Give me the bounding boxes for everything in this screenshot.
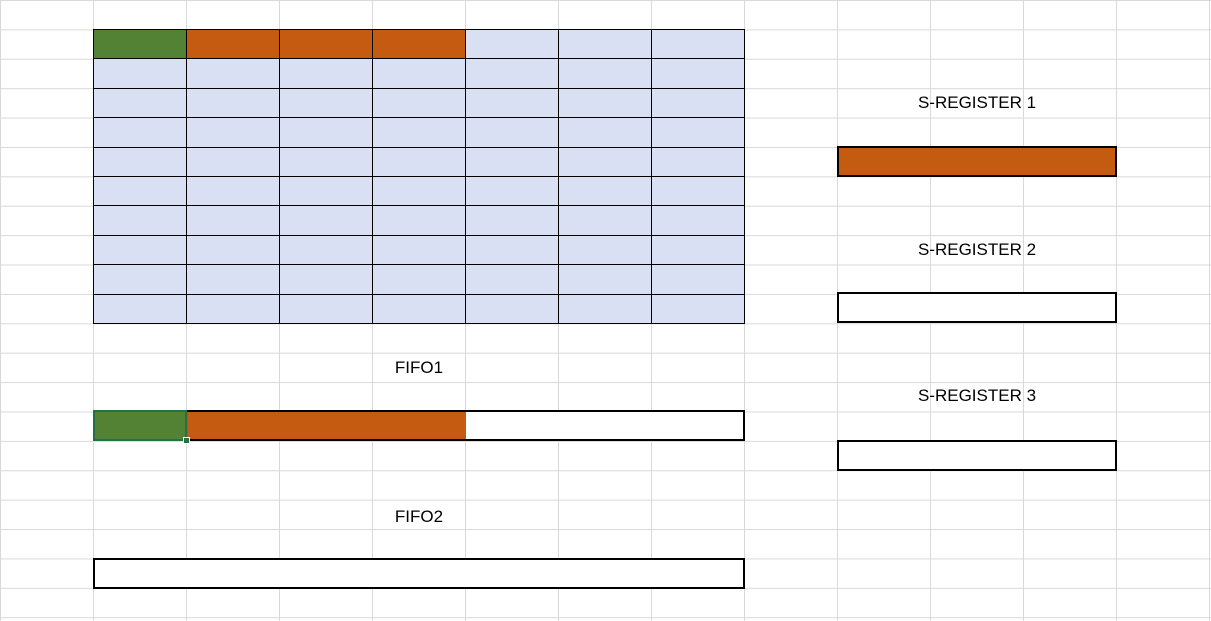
grid-cell[interactable] (94, 89, 187, 118)
grid-cell[interactable] (466, 30, 559, 59)
grid-cell[interactable] (187, 59, 280, 88)
grid-cell[interactable] (559, 118, 652, 147)
grid-cell[interactable] (94, 148, 187, 177)
grid-cell[interactable] (652, 295, 745, 324)
grid-cell[interactable] (280, 59, 373, 88)
grid-cell[interactable] (559, 236, 652, 265)
grid-cell[interactable] (187, 177, 280, 206)
grid-cell[interactable] (652, 265, 745, 294)
grid-cell[interactable] (94, 30, 187, 59)
grid-cell[interactable] (187, 118, 280, 147)
grid-cell[interactable] (280, 30, 373, 59)
s-register-1-label: S-REGISTER 1 (917, 93, 1037, 112)
grid-cell[interactable] (187, 30, 280, 59)
grid-cell[interactable] (466, 206, 559, 235)
grid-cell[interactable] (559, 265, 652, 294)
grid-cell[interactable] (559, 177, 652, 206)
grid-cell[interactable] (559, 59, 652, 88)
grid-cell[interactable] (466, 177, 559, 206)
fifo1-orange-fill (188, 412, 466, 439)
s-register-3-bar (837, 440, 1117, 471)
grid-cell[interactable] (187, 236, 280, 265)
grid-cell[interactable] (187, 206, 280, 235)
grid-cell[interactable] (652, 148, 745, 177)
grid-cell[interactable] (94, 295, 187, 324)
grid-cell[interactable] (652, 236, 745, 265)
grid-cell[interactable] (373, 59, 466, 88)
fill-handle[interactable] (183, 437, 190, 444)
s-register-3-label: S-REGISTER 3 (917, 386, 1037, 405)
fifo1-bar (93, 410, 745, 441)
grid-cell[interactable] (280, 118, 373, 147)
grid-cell[interactable] (652, 206, 745, 235)
grid-cell[interactable] (652, 89, 745, 118)
grid-cell[interactable] (652, 118, 745, 147)
grid-cell[interactable] (466, 295, 559, 324)
grid-cell[interactable] (466, 265, 559, 294)
grid-cell[interactable] (466, 89, 559, 118)
grid-cell[interactable] (559, 295, 652, 324)
s-register-2-label: S-REGISTER 2 (917, 240, 1037, 259)
grid-cell[interactable] (559, 89, 652, 118)
grid-cell[interactable] (373, 295, 466, 324)
grid-cell[interactable] (373, 236, 466, 265)
grid-cell[interactable] (187, 89, 280, 118)
grid-cell[interactable] (466, 59, 559, 88)
grid-cell[interactable] (280, 265, 373, 294)
grid-cell[interactable] (280, 236, 373, 265)
grid-cell[interactable] (652, 30, 745, 59)
grid-cell[interactable] (559, 206, 652, 235)
grid-cell[interactable] (280, 206, 373, 235)
grid-cell[interactable] (652, 177, 745, 206)
grid-cell[interactable] (187, 295, 280, 324)
fifo2-label: FIFO2 (394, 507, 444, 526)
grid-cell[interactable] (280, 148, 373, 177)
grid-cell[interactable] (187, 148, 280, 177)
grid-cell[interactable] (280, 177, 373, 206)
grid-cell[interactable] (466, 118, 559, 147)
grid-cell[interactable] (94, 236, 187, 265)
grid-cell[interactable] (94, 265, 187, 294)
grid-cell[interactable] (373, 30, 466, 59)
grid-cell[interactable] (466, 236, 559, 265)
memory-grid (93, 29, 745, 324)
grid-cell[interactable] (94, 206, 187, 235)
grid-cell[interactable] (373, 148, 466, 177)
grid-cell[interactable] (652, 59, 745, 88)
grid-cell[interactable] (94, 177, 187, 206)
grid-cell[interactable] (373, 265, 466, 294)
grid-cell[interactable] (373, 206, 466, 235)
fifo2-bar (93, 558, 745, 589)
grid-cell[interactable] (187, 265, 280, 294)
grid-cell[interactable] (559, 30, 652, 59)
grid-cell[interactable] (373, 118, 466, 147)
grid-cell[interactable] (559, 148, 652, 177)
grid-cell[interactable] (466, 148, 559, 177)
grid-cell[interactable] (373, 89, 466, 118)
grid-cell[interactable] (280, 295, 373, 324)
grid-cell[interactable] (280, 89, 373, 118)
s-register-2-bar (837, 292, 1117, 323)
fifo1-label: FIFO1 (394, 358, 444, 377)
selected-cell[interactable] (93, 410, 187, 441)
grid-cell[interactable] (94, 59, 187, 88)
grid-cell[interactable] (94, 118, 187, 147)
s-register-1-bar (837, 146, 1117, 177)
grid-cell[interactable] (373, 177, 466, 206)
